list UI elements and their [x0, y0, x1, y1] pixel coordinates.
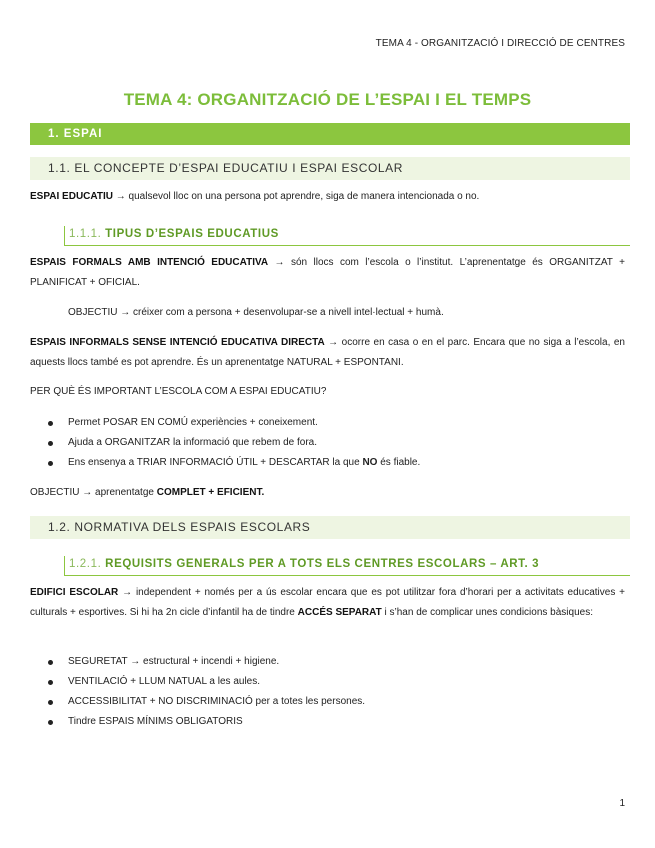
section-heading-1-2: 1.2. NORMATIVA DELS ESPAIS ESCOLARS	[30, 516, 630, 539]
section-heading-1-1: 1.1. EL CONCEPTE D’ESPAI EDUCATIU I ESPAI ESCOLAR	[30, 157, 630, 180]
list-item-text: Ajuda a ORGANITZAR la informació que rebem de fora.	[68, 437, 317, 448]
page-number: 1	[619, 798, 625, 809]
paragraph-espai-educatiu	[30, 187, 625, 207]
objectiu-text: OBJECTIU → aprenentatge	[30, 487, 157, 498]
bullet-icon	[48, 700, 53, 705]
arrow: →	[268, 257, 291, 268]
list-item-emphasis: NO	[362, 457, 378, 468]
list-item-text: Permet POSAR EN COMÚ experiències + coneixement.	[68, 417, 318, 428]
term-espais-formals: ESPAIS FORMALS AMB INTENCIÓ EDUCATIVA	[30, 257, 269, 268]
bullet-icon	[48, 461, 53, 466]
bullet-icon	[48, 421, 53, 426]
section-heading-1-1-1	[64, 226, 630, 246]
bullet-icon	[48, 680, 53, 685]
arrow: →	[112, 191, 129, 202]
list-item-text: Tindre ESPAIS MÍNIMS OBLIGATORIS	[68, 716, 243, 727]
section-heading-1-2-1	[64, 556, 630, 576]
definition-text: ocorre en casa o en el parc. Encara que no siga a l’escola, en aquests llocs també es pot aprendre. És un aprenentatge NATURAL + ESPONTANI.	[30, 337, 625, 368]
arrow: →	[118, 587, 136, 598]
running-header: TEMA 4 - ORGANITZACIÓ I DIRECCIÓ DE CENTRES	[375, 38, 625, 49]
list-item-text-part: Ens ensenya a TRIAR INFORMACIÓ ÚTIL + DESCARTAR la que	[68, 457, 363, 468]
heading-text: TIPUS D’ESPAIS EDUCATIUS	[105, 228, 279, 240]
definition-text: i s’han de complicar unes condicions bàsiques:	[381, 607, 593, 618]
paragraph-edifici-escolar	[30, 583, 625, 623]
document-title: TEMA 4: ORGANITZACIÓ DE L’ESPAI I EL TEMPS	[123, 90, 532, 109]
paragraph-espais-informals	[30, 333, 625, 373]
heading-number: 1.1.1.	[69, 228, 106, 240]
list-item-text-part: és fiable.	[377, 457, 421, 468]
list-item-text: SEGURETAT → estructural + incendi + higiene.	[68, 656, 280, 667]
definition-text: qualsevol lloc on una persona pot aprendre, siga de manera intencionada o no.	[128, 191, 480, 202]
term-espai-educatiu: ESPAI EDUCATIU	[30, 191, 113, 202]
list-item-text: VENTILACIÓ + LLUM NATUAL a les aules.	[68, 676, 261, 687]
list-item-text: ACCESSIBILITAT + NO DISCRIMINACIÓ per a totes les persones.	[68, 696, 366, 707]
term-edifici-escolar: EDIFICI ESCOLAR	[30, 587, 119, 598]
definition-text: són llocs com l’escola o l’institut. L’aprenentatge és ORGANITZAT + PLANIFICAT + OFICIAL.	[30, 257, 625, 288]
heading-text: REQUISITS GENERALS PER A TOTS ELS CENTRES ESCOLARS – ART. 3	[105, 558, 540, 570]
section-heading-1: 1. ESPAI	[30, 123, 630, 145]
bullet-icon	[48, 441, 53, 446]
definition-text: independent + només per a ús escolar encara que es pot utilitzar fora d’horari per a activitats educatives + culturals + esportives. Si hi ha 2n cicle d’infantil ha de tindre	[30, 587, 626, 618]
list-item-text	[68, 456, 420, 470]
bullet-icon	[48, 720, 53, 725]
arrow: →	[324, 337, 342, 348]
term-espais-informals: ESPAIS INFORMALS SENSE INTENCIÓ EDUCATIVA DIRECTA	[30, 337, 325, 348]
paragraph-objectiu-1: OBJECTIU → créixer com a persona + desenvolupar-se a nivell intel·lectual + humà.	[68, 307, 444, 318]
objectiu-emphasis: COMPLET + EFICIENT.	[156, 487, 265, 498]
bullet-icon	[48, 660, 53, 665]
paragraph-per-que: PER QUÈ ÉS IMPORTANT L’ESCOLA COM A ESPAI EDUCATIU?	[30, 386, 327, 397]
paragraph-espais-formals	[30, 253, 625, 293]
paragraph-objectiu-2	[30, 483, 625, 503]
heading-number: 1.2.1.	[69, 558, 106, 570]
term-acces-separat: ACCÉS SEPARAT	[297, 607, 382, 618]
